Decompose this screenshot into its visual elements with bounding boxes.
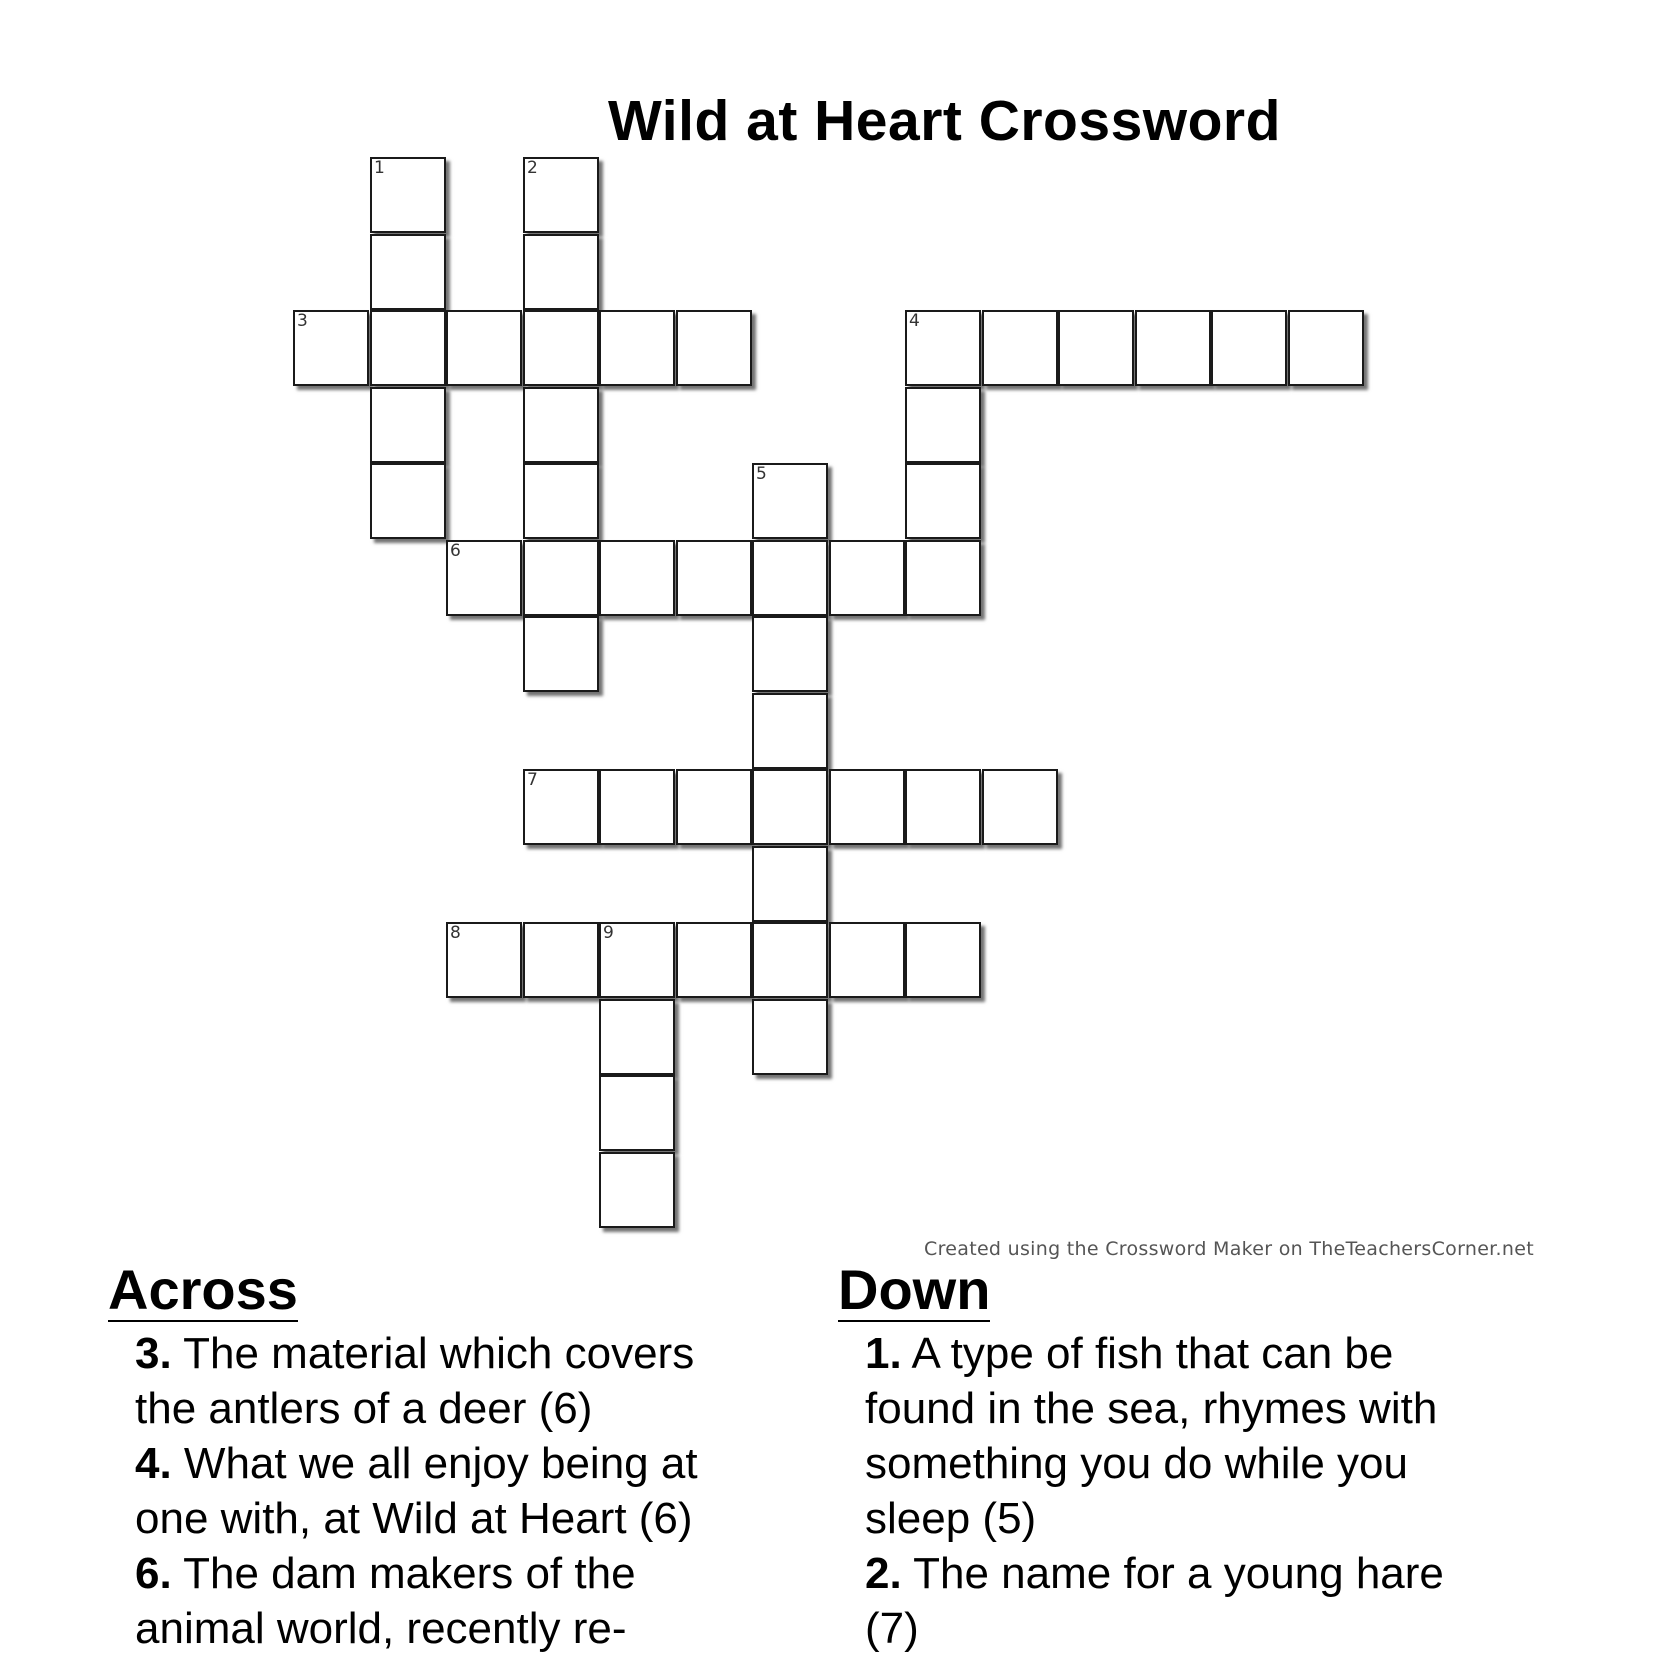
grid-cell[interactable] — [905, 922, 981, 998]
puzzle-title: Wild at Heart Crossword — [608, 89, 1281, 153]
grid-cell[interactable] — [905, 310, 981, 386]
grid-cell[interactable] — [752, 999, 828, 1075]
grid-cell[interactable] — [829, 769, 905, 845]
grid-cell[interactable] — [752, 693, 828, 769]
grid-cell[interactable] — [676, 769, 752, 845]
grid-cell[interactable] — [905, 387, 981, 463]
grid-cell[interactable] — [752, 540, 828, 616]
grid-cell[interactable] — [1058, 310, 1134, 386]
clue-across-6 — [135, 1546, 748, 1656]
grid-cell[interactable] — [370, 157, 446, 233]
grid-cell[interactable] — [829, 540, 905, 616]
grid-cell[interactable] — [905, 463, 981, 539]
down-heading: Down — [838, 1258, 991, 1321]
grid-cell[interactable] — [599, 310, 675, 386]
grid-cell[interactable] — [752, 616, 828, 692]
clue-number-label: 4 — [909, 311, 920, 331]
grid-cell[interactable] — [1288, 310, 1364, 386]
grid-cell[interactable] — [370, 387, 446, 463]
grid-cell[interactable] — [905, 540, 981, 616]
clue-number: 1. — [865, 1329, 902, 1378]
clue-across-4 — [135, 1436, 748, 1546]
grid-cell[interactable] — [599, 1075, 675, 1151]
grid-cell[interactable] — [599, 922, 675, 998]
clue-number: 4. — [135, 1439, 172, 1488]
grid-cell[interactable] — [752, 463, 828, 539]
grid-cell[interactable] — [599, 769, 675, 845]
clue-text: The name for a young hare (7) — [865, 1549, 1444, 1653]
clue-number: 6. — [135, 1549, 172, 1598]
grid-cell[interactable] — [599, 540, 675, 616]
across-heading: Across — [108, 1258, 298, 1321]
clue-number-label: 6 — [450, 541, 461, 561]
grid-cell[interactable] — [752, 846, 828, 922]
clue-text: What we all enjoy being at one with, at Wild at Heart (6) — [135, 1439, 698, 1543]
grid-cell[interactable] — [523, 387, 599, 463]
grid-cell[interactable] — [1211, 310, 1287, 386]
grid-cell[interactable] — [370, 310, 446, 386]
clue-number-label: 7 — [527, 770, 538, 790]
clue-down-2 — [865, 1546, 1478, 1656]
grid-cell[interactable] — [446, 310, 522, 386]
clue-number: 2. — [865, 1549, 902, 1598]
grid-cell[interactable] — [829, 922, 905, 998]
clue-text: The material which covers the antlers of a deer (6) — [135, 1329, 695, 1433]
grid-cell[interactable] — [599, 1152, 675, 1228]
grid-cell[interactable] — [446, 922, 522, 998]
clue-number-label: 2 — [527, 158, 538, 178]
clue-number: 3. — [135, 1329, 172, 1378]
grid-cell[interactable] — [1135, 310, 1211, 386]
grid-cell[interactable] — [599, 999, 675, 1075]
grid-cell[interactable] — [523, 463, 599, 539]
grid-cell[interactable] — [293, 310, 369, 386]
clue-number-label: 9 — [603, 923, 614, 943]
grid-cell[interactable] — [370, 463, 446, 539]
clue-number-label: 8 — [450, 923, 461, 943]
grid-cell[interactable] — [523, 922, 599, 998]
grid-cell[interactable] — [982, 769, 1058, 845]
clue-number-label: 1 — [374, 158, 385, 178]
grid-cell[interactable] — [523, 310, 599, 386]
grid-cell[interactable] — [676, 310, 752, 386]
grid-cell[interactable] — [676, 540, 752, 616]
grid-cell[interactable] — [752, 769, 828, 845]
grid-cell[interactable] — [523, 234, 599, 310]
credit-line: Created using the Crossword Maker on TheTeachersCorner.net — [924, 1238, 1534, 1260]
grid-cell[interactable] — [905, 769, 981, 845]
grid-cell[interactable] — [676, 922, 752, 998]
grid-cell[interactable] — [752, 922, 828, 998]
clue-text: The dam makers of the animal world, recently re- — [135, 1549, 636, 1653]
across-clues — [108, 1258, 748, 1656]
grid-cell[interactable] — [523, 616, 599, 692]
grid-cell[interactable] — [523, 769, 599, 845]
grid-cell[interactable] — [370, 234, 446, 310]
grid-cell[interactable] — [446, 540, 522, 616]
clue-across-3 — [135, 1326, 748, 1436]
grid-cell[interactable] — [523, 540, 599, 616]
grid-cell[interactable] — [982, 310, 1058, 386]
down-clues — [838, 1258, 1478, 1656]
clue-number-label: 5 — [756, 464, 767, 484]
clue-text: A type of fish that can be found in the sea, rhymes with something you do while you sleep (5) — [865, 1329, 1438, 1543]
clue-number-label: 3 — [297, 311, 308, 331]
clue-down-1 — [865, 1326, 1478, 1546]
grid-cell[interactable] — [523, 157, 599, 233]
